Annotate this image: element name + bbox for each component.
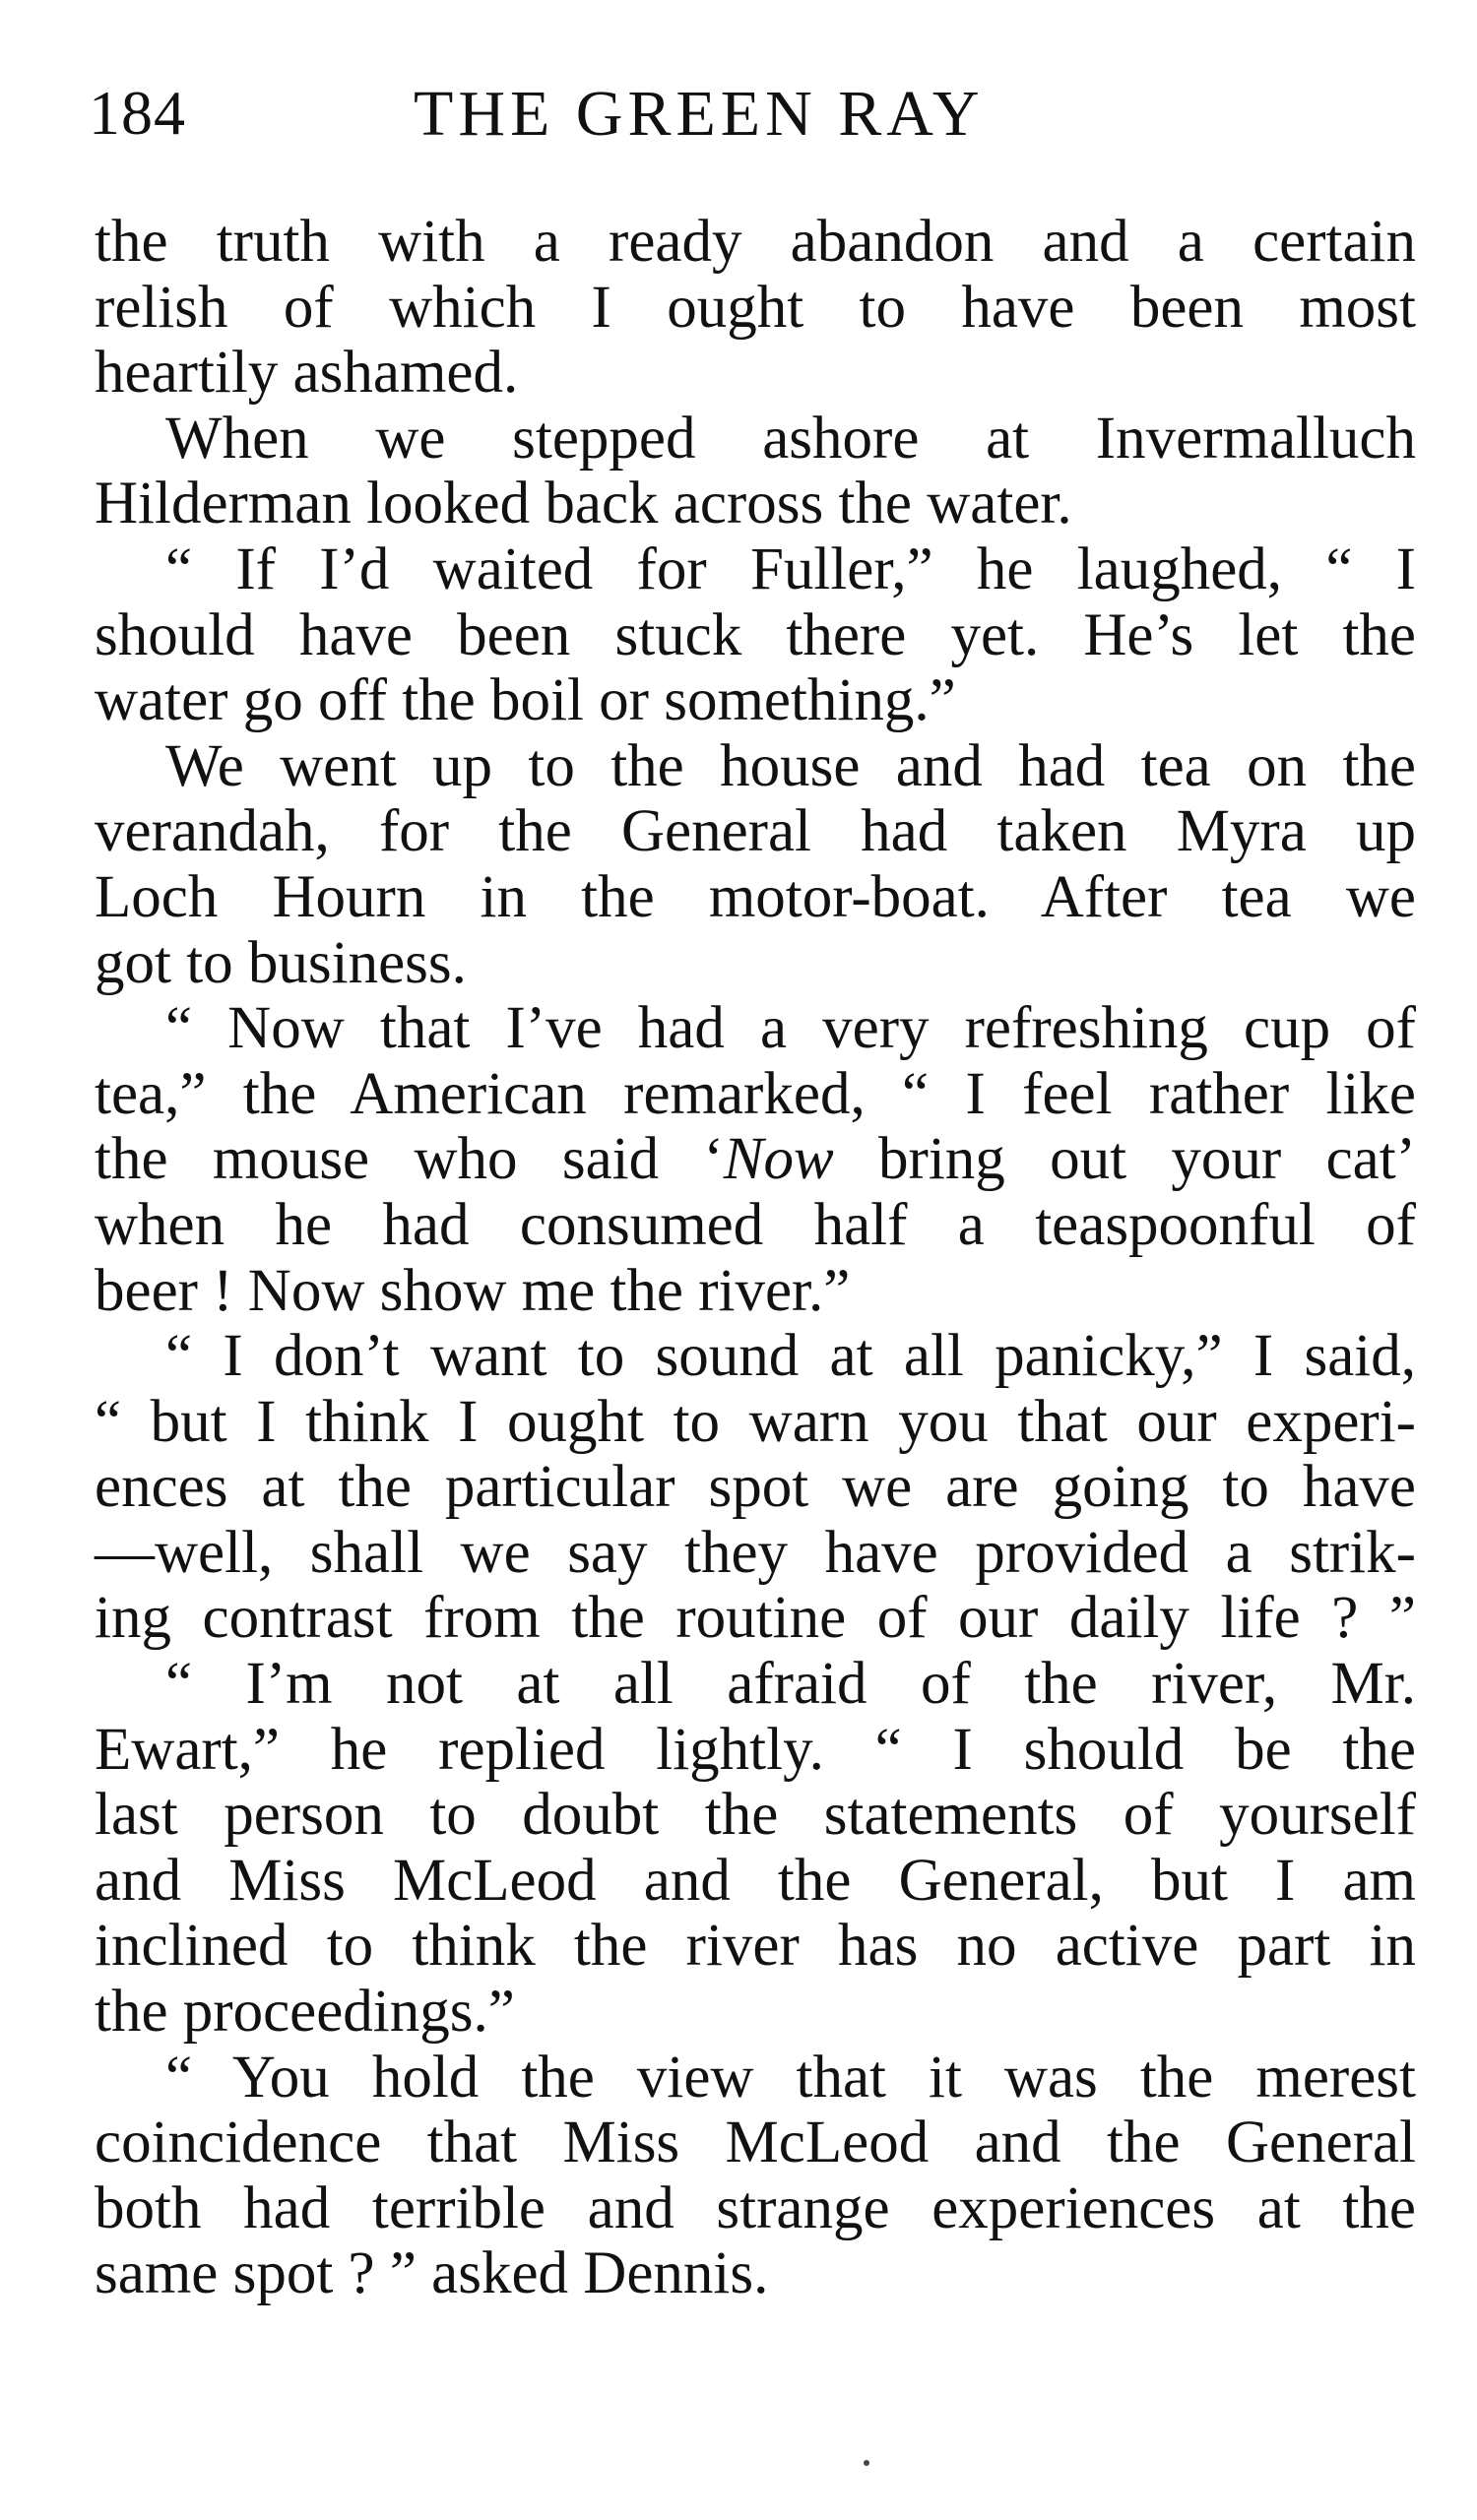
text-line-with-italic bbox=[95, 1127, 1416, 1193]
text-line: should have been stuck there yet. He’s let the bbox=[95, 601, 1416, 668]
text-line: both had terrible and strange experiences at the bbox=[95, 2174, 1416, 2241]
text-line: got to business. bbox=[95, 929, 467, 996]
text-line: heartily ashamed. bbox=[95, 340, 519, 407]
running-title: THE GREEN RAY bbox=[414, 78, 985, 150]
text-line: “ I don’t want to sound at all panicky,” I said, bbox=[165, 1323, 1416, 1390]
text-line: Hilderman looked back across the water. bbox=[95, 471, 1072, 537]
text-line: “ You hold the view that it was the merest bbox=[165, 2044, 1416, 2110]
text-line: Ewart,” he replied lightly. “ I should be the bbox=[95, 1716, 1416, 1783]
text-line: coincidence that Miss McLeod and the General bbox=[95, 2110, 1416, 2176]
text-line: the truth with a ready abandon and a certain bbox=[95, 209, 1416, 275]
text-line: When we stepped ashore at Invermalluch bbox=[165, 405, 1416, 472]
text-line: Loch Hourn in the motor-boat. After tea we bbox=[95, 863, 1416, 930]
italic-word: Now bbox=[723, 1126, 834, 1193]
text-line: “ Now that I’ve had a very refreshing cup of bbox=[165, 995, 1416, 1062]
text-line: tea,” the American remarked, “ I feel rather like bbox=[95, 1060, 1416, 1127]
text-line: “ I’m not at all afraid of the river, Mr. bbox=[165, 1651, 1416, 1718]
text-line: “ If I’d waited for Fuller,” he laughed, “ I bbox=[165, 536, 1416, 602]
line-text-start: the mouse who said ‘ bbox=[95, 1126, 724, 1193]
text-line: inclined to think the river has no active part in bbox=[95, 1913, 1416, 1980]
text-line: relish of which I ought to have been most bbox=[95, 274, 1416, 341]
page-number: 184 bbox=[89, 78, 186, 148]
text-line: ences at the particular spot we are going to have bbox=[95, 1454, 1416, 1521]
text-line: beer ! Now show me the river.” bbox=[95, 1257, 851, 1324]
text-line: We went up to the house and had tea on the bbox=[165, 732, 1416, 799]
text-line: water go off the boil or something.” bbox=[95, 667, 956, 734]
text-line: same spot ? ” asked Dennis. bbox=[95, 2240, 769, 2307]
text-line: verandah, for the General had taken Myra up bbox=[95, 798, 1416, 865]
print-speck bbox=[864, 2460, 869, 2466]
line-text-end: bring out your cat’ bbox=[833, 1126, 1416, 1193]
text-line: last person to doubt the statements of yourself bbox=[95, 1782, 1416, 1849]
text-line: when he had consumed half a teaspoonful of bbox=[95, 1191, 1416, 1258]
body-text bbox=[95, 210, 1416, 2307]
text-line: the proceedings.” bbox=[95, 1979, 515, 2046]
text-line: —well, shall we say they have provided a strik- bbox=[95, 1519, 1416, 1586]
text-line: ing contrast from the routine of our daily life ? ” bbox=[95, 1585, 1416, 1652]
running-head bbox=[89, 77, 1388, 165]
text-line: and Miss McLeod and the General, but I am bbox=[95, 1847, 1416, 1914]
text-line: “ but I think I ought to warn you that our experi- bbox=[95, 1388, 1416, 1455]
